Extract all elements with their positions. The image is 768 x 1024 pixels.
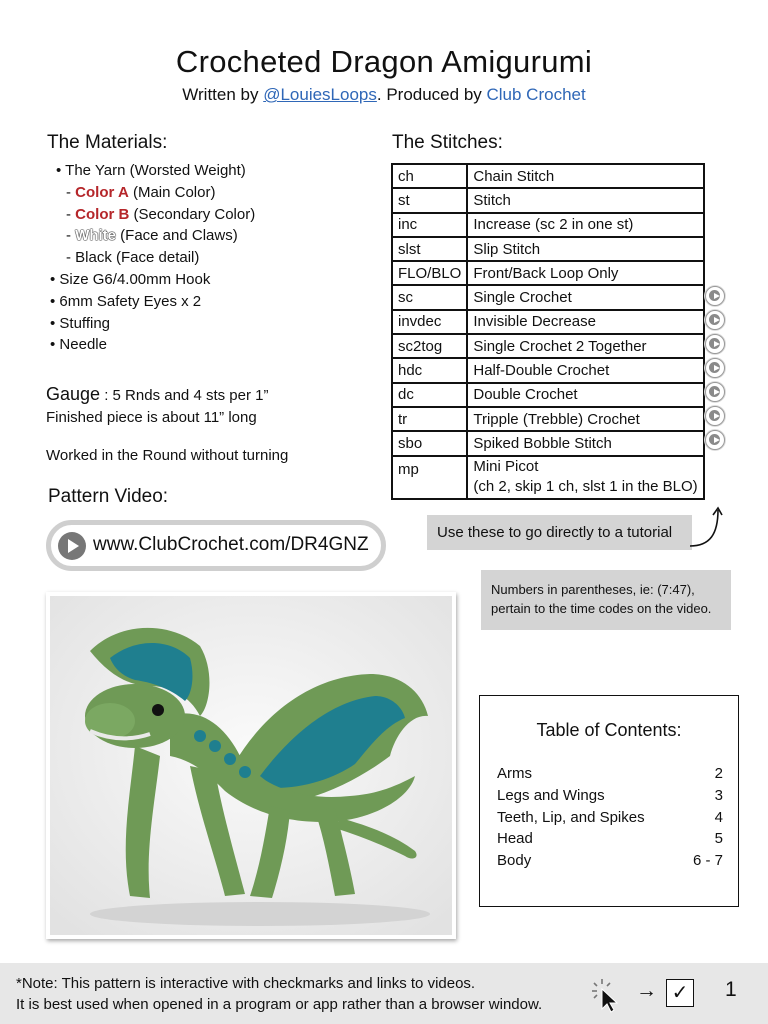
color-a-label: Color A bbox=[75, 183, 129, 201]
table-row: sc Single Crochet bbox=[392, 285, 704, 309]
list-item: - Color A (Main Color) bbox=[66, 183, 216, 201]
produced-by-text: . Produced by bbox=[376, 85, 487, 104]
list-item: • Needle bbox=[50, 336, 107, 354]
list-item: • The Yarn (Worsted Weight) bbox=[56, 162, 246, 179]
list-item: • 6mm Safety Eyes x 2 bbox=[50, 292, 202, 310]
list-item: • Size G6/4.00mm Hook bbox=[50, 270, 211, 288]
play-invdec-icon[interactable] bbox=[705, 310, 725, 330]
table-row: hdc Half-Double Crochet bbox=[392, 358, 704, 382]
dragon-photo bbox=[46, 592, 456, 939]
list-item: • Stuffing bbox=[50, 314, 111, 332]
table-of-contents bbox=[479, 695, 739, 907]
materials-list bbox=[50, 160, 255, 356]
table-row: sc2tog Single Crochet 2 Together bbox=[392, 334, 704, 358]
toc-item-body[interactable]: Body 6 - 7 bbox=[497, 852, 723, 870]
timecode-tip: Numbers in parentheses, ie: (7:47), pertain to the time codes on the video. bbox=[481, 570, 731, 630]
table-row: FLO/BLO Front/Back Loop Only bbox=[392, 261, 704, 285]
table-row: slst Slip Stitch bbox=[392, 237, 704, 261]
gauge-info: Gauge : 5 Rnds and 4 sts per 1” Finished piece is about 11” long bbox=[46, 383, 268, 429]
toc-list bbox=[497, 763, 723, 872]
written-by-text: Written by bbox=[182, 85, 264, 104]
play-sc-icon[interactable] bbox=[705, 286, 725, 306]
cursor-click-icon bbox=[590, 977, 624, 1013]
toc-item-legs-wings[interactable]: Legs and Wings 3 bbox=[497, 786, 723, 804]
play-sbo-icon[interactable] bbox=[705, 430, 725, 450]
toc-item-arms[interactable]: Arms 2 bbox=[497, 765, 723, 782]
toc-item-teeth[interactable]: Teeth, Lip, and Spikes 4 bbox=[497, 808, 723, 826]
author-link[interactable]: @LouiesLoops bbox=[263, 85, 377, 104]
finished-size: Finished piece is about 11” long bbox=[46, 409, 257, 426]
play-sc2tog-icon[interactable] bbox=[705, 334, 725, 354]
video-heading: Pattern Video: bbox=[48, 486, 169, 507]
toc-heading: Table of Contents: bbox=[536, 720, 682, 740]
page-title: Crocheted Dragon Amigurumi bbox=[175, 44, 593, 79]
arrow-right-icon: → bbox=[636, 979, 657, 1002]
gauge-label: Gauge bbox=[46, 384, 101, 404]
video-link-button[interactable] bbox=[46, 520, 386, 571]
play-icon bbox=[58, 532, 86, 560]
dragon-illustration bbox=[50, 596, 452, 935]
worked-note: Worked in the Round without turning bbox=[46, 447, 289, 464]
white-label: White bbox=[75, 227, 116, 245]
table-row: invdec Invisible Decrease bbox=[392, 310, 704, 334]
video-url[interactable]: www.ClubCrochet.com/DR4GNZ bbox=[93, 534, 369, 555]
interactive-note: *Note: This pattern is interactive with checkmarks and links to videos. It is best used when opened in a program or app rather than a browser window. bbox=[16, 975, 543, 1013]
table-row: ch Chain Stitch bbox=[392, 164, 704, 188]
table-row: inc Increase (sc 2 in one st) bbox=[392, 213, 704, 237]
table-row: st Stitch bbox=[392, 188, 704, 212]
play-dc-icon[interactable] bbox=[705, 382, 725, 402]
table-row: dc Double Crochet bbox=[392, 383, 704, 407]
stitches-heading: The Stitches: bbox=[392, 132, 503, 153]
table-row: sbo Spiked Bobble Stitch bbox=[392, 431, 704, 455]
curved-arrow-icon bbox=[688, 504, 724, 550]
list-item: - Color B (Secondary Color) bbox=[66, 205, 256, 223]
play-hdc-icon[interactable] bbox=[705, 358, 725, 378]
page-number: 1 bbox=[725, 978, 737, 1001]
stitches-table bbox=[391, 163, 705, 500]
toc-item-head[interactable]: Head 5 bbox=[497, 830, 723, 848]
tutorial-tip: Use these to go directly to a tutorial bbox=[427, 515, 692, 550]
table-row: mp Mini Picot (ch 2, skip 1 ch, slst 1 in the BLO) bbox=[392, 456, 704, 499]
materials-heading: The Materials: bbox=[47, 132, 168, 153]
play-tr-icon[interactable] bbox=[705, 406, 725, 426]
list-item: - White (Face and Claws) bbox=[66, 227, 238, 245]
byline bbox=[0, 85, 768, 105]
footer bbox=[0, 963, 768, 1024]
list-item: - Black (Face detail) bbox=[66, 249, 200, 267]
brand-link[interactable]: Club Crochet bbox=[486, 85, 586, 104]
table-row: tr Tripple (Trebble) Crochet bbox=[392, 407, 704, 431]
color-b-label: Color B bbox=[75, 205, 130, 223]
sample-checkbox[interactable]: ✓ bbox=[666, 979, 694, 1007]
